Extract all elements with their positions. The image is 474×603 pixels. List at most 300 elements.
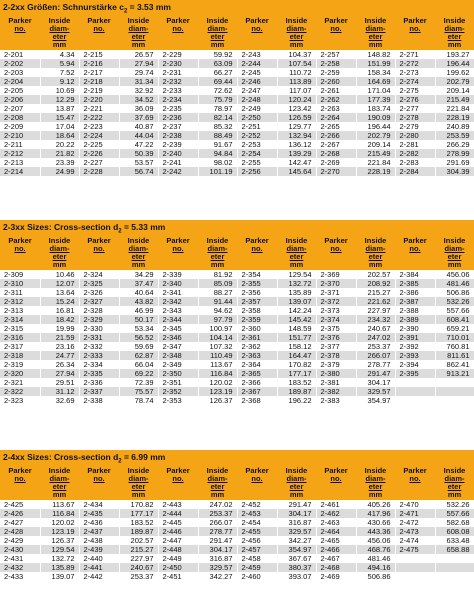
parker-no-cell: 2-356	[237, 288, 277, 297]
section-2-4xx	[0, 450, 474, 581]
inside-diameter-cell: 23.16	[40, 342, 79, 351]
parker-no-cell: 2-468	[316, 563, 356, 572]
inside-diameter-cell: 253.37	[356, 342, 395, 351]
table-row	[0, 333, 474, 342]
inside-diameter-cell: 304.17	[198, 545, 237, 554]
col-header-inside-diameter: Inside diam- eter mm	[435, 465, 474, 500]
parker-no-cell: 2-224	[79, 131, 119, 140]
parker-no-cell: 2-366	[237, 378, 277, 387]
inside-diameter-cell: 32.69	[40, 396, 79, 405]
parker-no-cell: 2-441	[79, 563, 119, 572]
parker-no-cell: 2-279	[395, 122, 435, 131]
inside-diameter-cell: 158.12	[277, 342, 316, 351]
inside-diameter-cell: 50.39	[119, 149, 158, 158]
parker-no-cell: 2-390	[395, 324, 435, 333]
inside-diameter-cell: 557.66	[435, 306, 474, 315]
inside-diameter-cell: 142.47	[277, 158, 316, 167]
inside-diameter-cell: 266.07	[356, 351, 395, 360]
col-header-parker-no: Parker no.	[79, 235, 119, 270]
parker-no-cell: 2-238	[158, 131, 198, 140]
parker-no-cell: 2-206	[0, 95, 40, 104]
parker-no-cell: 2-431	[0, 554, 40, 563]
parker-no-cell: 2-336	[79, 378, 119, 387]
parker-no-cell: 2-209	[0, 122, 40, 131]
inside-diameter-cell: 316.87	[198, 554, 237, 563]
parker-no-cell: 2-328	[79, 306, 119, 315]
parker-no-cell: 2-203	[0, 68, 40, 77]
parker-no-cell: 2-369	[316, 270, 356, 279]
inside-diameter-cell: 494.16	[356, 563, 395, 572]
parker-no-cell: 2-343	[158, 306, 198, 315]
parker-no-cell: 2-226	[79, 149, 119, 158]
col-header-parker-no: Parker no.	[79, 15, 119, 50]
table-row	[0, 545, 474, 554]
table-row	[0, 572, 474, 581]
inside-diameter-cell: 91.44	[198, 297, 237, 306]
inside-diameter-cell: 24.77	[40, 351, 79, 360]
parker-no-cell: 2-339	[158, 270, 198, 279]
parker-no-cell	[395, 387, 435, 396]
inside-diameter-cell: 202.57	[119, 536, 158, 545]
inside-diameter-cell: 81.92	[198, 270, 237, 279]
table-row	[0, 369, 474, 378]
inside-diameter-cell: 291.47	[198, 536, 237, 545]
parker-no-cell: 2-375	[316, 324, 356, 333]
col-header-parker-no: Parker no.	[0, 15, 40, 50]
parker-no-cell: 2-428	[0, 527, 40, 536]
parker-no-cell: 2-443	[158, 500, 198, 509]
parker-no-cell: 2-225	[79, 140, 119, 149]
inside-diameter-cell: 132.94	[277, 131, 316, 140]
parker-no-cell: 2-362	[237, 342, 277, 351]
table-row	[0, 50, 474, 59]
col-header-parker-no: Parker no.	[395, 465, 435, 500]
parker-no-cell: 2-389	[395, 315, 435, 324]
parker-no-cell: 2-464	[316, 527, 356, 536]
inside-diameter-cell: 215.49	[356, 149, 395, 158]
parker-no-cell: 2-325	[79, 279, 119, 288]
inside-diameter-cell: 29.51	[40, 378, 79, 387]
table-row	[0, 122, 474, 131]
inside-diameter-cell: 129.77	[277, 122, 316, 131]
inside-diameter-cell: 532.26	[435, 500, 474, 509]
parker-no-cell: 2-454	[237, 518, 277, 527]
inside-diameter-cell: 37.69	[119, 113, 158, 122]
parker-no-cell: 2-455	[237, 527, 277, 536]
parker-no-cell: 2-357	[237, 297, 277, 306]
parker-no-cell: 2-244	[237, 59, 277, 68]
inside-diameter-cell: 468.76	[356, 545, 395, 554]
col-header-inside-diameter: Inside diam- eter mm	[198, 235, 237, 270]
parker-no-cell: 2-378	[316, 351, 356, 360]
inside-diameter-cell: 69.44	[198, 77, 237, 86]
parker-no-cell: 2-381	[316, 378, 356, 387]
parker-no-cell: 2-217	[79, 68, 119, 77]
inside-diameter-cell: 126.59	[277, 113, 316, 122]
inside-diameter-cell: 23.39	[40, 158, 79, 167]
col-header-inside-diameter: Inside diam- eter mm	[198, 465, 237, 500]
inside-diameter-cell: 221.84	[356, 158, 395, 167]
inside-diameter-cell: 15.24	[40, 297, 79, 306]
parker-no-cell: 2-262	[316, 95, 356, 104]
parker-no-cell: 2-338	[79, 396, 119, 405]
inside-diameter-cell: 164.69	[356, 77, 395, 86]
parker-no-cell: 2-429	[0, 536, 40, 545]
parker-no-cell: 2-463	[316, 518, 356, 527]
inside-diameter-cell: 34.52	[119, 95, 158, 104]
inside-diameter-cell: 56.52	[119, 333, 158, 342]
inside-diameter-cell: 199.62	[435, 68, 474, 77]
inside-diameter-cell: 221.62	[356, 297, 395, 306]
parker-no-cell: 2-465	[316, 536, 356, 545]
parker-no-cell: 2-220	[79, 95, 119, 104]
inside-diameter-cell: 94.62	[198, 306, 237, 315]
table-row	[0, 104, 474, 113]
parker-no-cell: 2-385	[395, 279, 435, 288]
col-header-inside-diameter: Inside diam- eter mm	[356, 465, 395, 500]
inside-diameter-cell: 913.21	[435, 369, 474, 378]
parker-no-cell: 2-430	[0, 545, 40, 554]
parker-no-cell: 2-250	[237, 113, 277, 122]
parker-no-cell: 2-392	[395, 342, 435, 351]
parker-no-cell: 2-461	[316, 500, 356, 509]
inside-diameter-cell: 148.59	[277, 324, 316, 333]
inside-diameter-cell: 72.62	[198, 86, 237, 95]
inside-diameter-cell: 66.04	[119, 360, 158, 369]
table-row	[0, 113, 474, 122]
parker-no-cell: 2-252	[237, 131, 277, 140]
parker-no-cell	[395, 563, 435, 572]
parker-no-cell: 2-254	[237, 149, 277, 158]
inside-diameter-cell: 104.14	[198, 333, 237, 342]
table-row	[0, 351, 474, 360]
inside-diameter-cell: 75.57	[119, 387, 158, 396]
parker-no-cell: 2-241	[158, 158, 198, 167]
inside-diameter-cell: 75.79	[198, 95, 237, 104]
inside-diameter-cell: 215.49	[435, 95, 474, 104]
parker-no-cell: 2-258	[316, 59, 356, 68]
inside-diameter-cell: 202.79	[356, 131, 395, 140]
inside-diameter-cell: 291.47	[277, 500, 316, 509]
inside-diameter-cell: 72.39	[119, 378, 158, 387]
parker-no-cell: 2-207	[0, 104, 40, 113]
inside-diameter-cell: 189.87	[277, 387, 316, 396]
inside-diameter-cell: 208.92	[356, 279, 395, 288]
inside-diameter-cell: 82.14	[198, 113, 237, 122]
parker-no-cell: 2-269	[316, 158, 356, 167]
inside-diameter-cell: 13.87	[40, 104, 79, 113]
inside-diameter-cell: 135.89	[40, 563, 79, 572]
parker-no-cell: 2-355	[237, 279, 277, 288]
parker-no-cell: 2-231	[158, 68, 198, 77]
table-row	[0, 279, 474, 288]
parker-no-cell: 2-277	[395, 104, 435, 113]
inside-diameter-cell: 170.82	[119, 500, 158, 509]
inside-diameter-cell: 354.97	[356, 396, 395, 405]
parker-no-cell: 2-426	[0, 509, 40, 518]
inside-diameter-cell: 21.59	[40, 333, 79, 342]
parker-no-cell: 2-235	[158, 104, 198, 113]
inside-diameter-cell: 4.34	[40, 50, 79, 59]
inside-diameter-cell: 234.32	[356, 315, 395, 324]
inside-diameter-cell: 123.19	[40, 527, 79, 536]
inside-diameter-cell: 240.67	[356, 324, 395, 333]
parker-no-cell: 2-358	[237, 306, 277, 315]
table-row	[0, 140, 474, 149]
inside-diameter-cell: 7.52	[40, 68, 79, 77]
inside-diameter-cell: 142.24	[277, 306, 316, 315]
inside-diameter-cell: 91.67	[198, 140, 237, 149]
table-row	[0, 59, 474, 68]
inside-diameter-cell: 380.37	[277, 563, 316, 572]
parker-no-cell: 2-327	[79, 297, 119, 306]
inside-diameter-cell: 36.09	[119, 104, 158, 113]
inside-diameter-cell: 37.47	[119, 279, 158, 288]
parker-no-cell: 2-472	[395, 518, 435, 527]
parker-no-cell: 2-323	[0, 396, 40, 405]
inside-diameter-cell: 291.69	[435, 158, 474, 167]
table-row	[0, 500, 474, 509]
inside-diameter-cell: 253.37	[119, 572, 158, 581]
inside-diameter-cell: 9.12	[40, 77, 79, 86]
section-2-3xx	[0, 220, 474, 405]
table-row	[0, 167, 474, 176]
inside-diameter-cell: 456.06	[356, 536, 395, 545]
inside-diameter-cell: 107.54	[277, 59, 316, 68]
inside-diameter-cell: 98.02	[198, 158, 237, 167]
oring-size-table	[0, 235, 474, 405]
parker-no-cell: 2-460	[237, 572, 277, 581]
inside-diameter-cell: 582.68	[435, 518, 474, 527]
inside-diameter-cell: 342.27	[198, 572, 237, 581]
parker-no-cell	[395, 554, 435, 563]
section-title: 2-2xx Größen: Schnurstärke $c_2 = 3.53$ mm	[0, 0, 474, 15]
inside-diameter-cell: 151.77	[277, 333, 316, 342]
inside-diameter-cell: 227.97	[119, 554, 158, 563]
inside-diameter-cell: 129.54	[277, 270, 316, 279]
inside-diameter-cell: 78.97	[198, 104, 237, 113]
inside-diameter-cell: 202.57	[356, 270, 395, 279]
inside-diameter-cell	[435, 563, 474, 572]
inside-diameter-cell: 240.89	[435, 122, 474, 131]
parker-no-cell: 2-470	[395, 500, 435, 509]
parker-no-cell: 2-222	[79, 113, 119, 122]
parker-no-cell: 2-365	[237, 369, 277, 378]
inside-diameter-cell: 20.22	[40, 140, 79, 149]
inside-diameter-cell: 278.99	[435, 149, 474, 158]
parker-no-cell: 2-453	[237, 509, 277, 518]
inside-diameter-cell	[435, 378, 474, 387]
inside-diameter-cell: 196.44	[435, 59, 474, 68]
parker-no-cell: 2-315	[0, 324, 40, 333]
inside-diameter-cell: 659.21	[435, 324, 474, 333]
parker-no-cell: 2-249	[237, 104, 277, 113]
inside-diameter-cell: 15.47	[40, 113, 79, 122]
parker-no-cell: 2-261	[316, 86, 356, 95]
col-header-parker-no: Parker no.	[395, 15, 435, 50]
inside-diameter-cell: 316.87	[277, 518, 316, 527]
inside-diameter-cell: 117.07	[277, 86, 316, 95]
inside-diameter-cell: 710.01	[435, 333, 474, 342]
parker-no-cell: 2-451	[158, 572, 198, 581]
parker-no-cell: 2-447	[158, 536, 198, 545]
inside-diameter-cell: 136.12	[277, 140, 316, 149]
parker-no-cell: 2-280	[395, 131, 435, 140]
parker-no-cell: 2-314	[0, 315, 40, 324]
inside-diameter-cell: 189.87	[119, 527, 158, 536]
table-row	[0, 86, 474, 95]
parker-no-cell: 2-449	[158, 554, 198, 563]
parker-no-cell: 2-434	[79, 500, 119, 509]
col-header-parker-no: Parker no.	[237, 235, 277, 270]
parker-no-cell: 2-329	[79, 315, 119, 324]
parker-no-cell: 2-319	[0, 360, 40, 369]
inside-diameter-cell: 253.37	[198, 509, 237, 518]
inside-diameter-cell: 116.84	[198, 369, 237, 378]
parker-no-cell: 2-212	[0, 149, 40, 158]
inside-diameter-cell: 228.19	[356, 167, 395, 176]
parker-no-cell: 2-264	[316, 113, 356, 122]
parker-no-cell: 2-368	[237, 396, 277, 405]
col-header-inside-diameter: Inside diam- eter mm	[356, 235, 395, 270]
parker-no-cell: 2-345	[158, 324, 198, 333]
inside-diameter-cell: 100.97	[198, 324, 237, 333]
inside-diameter-cell: 46.99	[119, 306, 158, 315]
parker-no-cell: 2-248	[237, 95, 277, 104]
inside-diameter-cell: 85.09	[198, 279, 237, 288]
inside-diameter-cell: 658.88	[435, 545, 474, 554]
parker-no-cell: 2-234	[158, 95, 198, 104]
inside-diameter-cell: 183.52	[119, 518, 158, 527]
inside-diameter-cell: 760.81	[435, 342, 474, 351]
parker-no-cell: 2-322	[0, 387, 40, 396]
parker-no-cell: 2-361	[237, 333, 277, 342]
parker-no-cell: 2-437	[79, 527, 119, 536]
inside-diameter-cell: 132.72	[40, 554, 79, 563]
inside-diameter-cell: 16.81	[40, 306, 79, 315]
parker-no-cell	[395, 396, 435, 405]
col-header-inside-diameter: Inside diam- eter mm	[198, 15, 237, 50]
parker-no-cell: 2-360	[237, 324, 277, 333]
table-row	[0, 149, 474, 158]
parker-no-cell: 2-204	[0, 77, 40, 86]
parker-no-cell: 2-462	[316, 509, 356, 518]
parker-no-cell: 2-353	[158, 396, 198, 405]
inside-diameter-cell: 148.82	[356, 50, 395, 59]
col-header-parker-no: Parker no.	[237, 465, 277, 500]
inside-diameter-cell: 120.24	[277, 95, 316, 104]
inside-diameter-cell: 12.07	[40, 279, 79, 288]
inside-diameter-cell: 113.67	[40, 500, 79, 509]
parker-no-cell: 2-380	[316, 369, 356, 378]
parker-no-cell: 2-324	[79, 270, 119, 279]
parker-no-cell: 2-386	[395, 288, 435, 297]
parker-no-cell: 2-377	[316, 342, 356, 351]
inside-diameter-cell: 183.52	[277, 378, 316, 387]
parker-no-cell: 2-309	[0, 270, 40, 279]
col-header-inside-diameter: Inside diam- eter mm	[277, 235, 316, 270]
parker-no-cell: 2-273	[395, 68, 435, 77]
inside-diameter-cell: 94.84	[198, 149, 237, 158]
inside-diameter-cell: 43.82	[119, 297, 158, 306]
parker-no-cell: 2-340	[158, 279, 198, 288]
parker-no-cell: 2-469	[316, 572, 356, 581]
parker-no-cell: 2-213	[0, 158, 40, 167]
parker-no-cell: 2-255	[237, 158, 277, 167]
inside-diameter-cell: 158.34	[356, 68, 395, 77]
parker-no-cell: 2-227	[79, 158, 119, 167]
inside-diameter-cell: 177.39	[356, 95, 395, 104]
parker-no-cell: 2-331	[79, 333, 119, 342]
parker-no-cell: 2-271	[395, 50, 435, 59]
parker-no-cell: 2-432	[0, 563, 40, 572]
inside-diameter-cell: 12.29	[40, 95, 79, 104]
col-header-parker-no: Parker no.	[79, 465, 119, 500]
parker-no-cell: 2-230	[158, 59, 198, 68]
inside-diameter-cell: 26.34	[40, 360, 79, 369]
parker-no-cell: 2-383	[316, 396, 356, 405]
parker-no-cell: 2-436	[79, 518, 119, 527]
parker-no-cell: 2-247	[237, 86, 277, 95]
inside-diameter-cell: 47.22	[119, 140, 158, 149]
inside-diameter-cell: 557.66	[435, 509, 474, 518]
parker-no-cell: 2-370	[316, 279, 356, 288]
inside-diameter-cell: 126.37	[198, 396, 237, 405]
parker-no-cell: 2-427	[0, 518, 40, 527]
inside-diameter-cell: 304.17	[277, 509, 316, 518]
inside-diameter-cell: 59.69	[119, 342, 158, 351]
col-header-parker-no: Parker no.	[0, 465, 40, 500]
inside-diameter-cell: 113.67	[198, 360, 237, 369]
col-header-parker-no: Parker no.	[0, 235, 40, 270]
inside-diameter-cell: 26.57	[119, 50, 158, 59]
parker-no-cell: 2-318	[0, 351, 40, 360]
table-row	[0, 95, 474, 104]
parker-no-cell: 2-351	[158, 378, 198, 387]
parker-no-cell: 2-335	[79, 369, 119, 378]
inside-diameter-cell: 110.72	[277, 68, 316, 77]
inside-diameter-cell: 50.17	[119, 315, 158, 324]
inside-diameter-cell: 59.92	[198, 50, 237, 59]
parker-no-cell: 2-349	[158, 360, 198, 369]
parker-no-cell: 2-317	[0, 342, 40, 351]
col-header-parker-no: Parker no.	[158, 15, 198, 50]
inside-diameter-cell: 481.46	[356, 554, 395, 563]
parker-no-cell: 2-458	[237, 554, 277, 563]
inside-diameter-cell: 18.64	[40, 131, 79, 140]
inside-diameter-cell: 304.17	[356, 378, 395, 387]
inside-diameter-cell: 19.99	[40, 324, 79, 333]
table-row	[0, 509, 474, 518]
table-row	[0, 518, 474, 527]
parker-no-cell: 2-474	[395, 536, 435, 545]
table-row	[0, 77, 474, 86]
parker-no-cell: 2-265	[316, 122, 356, 131]
parker-no-cell: 2-223	[79, 122, 119, 131]
inside-diameter-cell: 40.87	[119, 122, 158, 131]
table-row	[0, 68, 474, 77]
parker-no-cell: 2-229	[158, 50, 198, 59]
inside-diameter-cell: 10.69	[40, 86, 79, 95]
parker-no-cell: 2-284	[395, 167, 435, 176]
parker-no-cell: 2-387	[395, 297, 435, 306]
col-header-parker-no: Parker no.	[158, 465, 198, 500]
col-header-inside-diameter: Inside diam- eter mm	[40, 15, 79, 50]
inside-diameter-cell: 532.26	[435, 297, 474, 306]
table-row	[0, 360, 474, 369]
inside-diameter-cell: 29.74	[119, 68, 158, 77]
inside-diameter-cell: 17.04	[40, 122, 79, 131]
